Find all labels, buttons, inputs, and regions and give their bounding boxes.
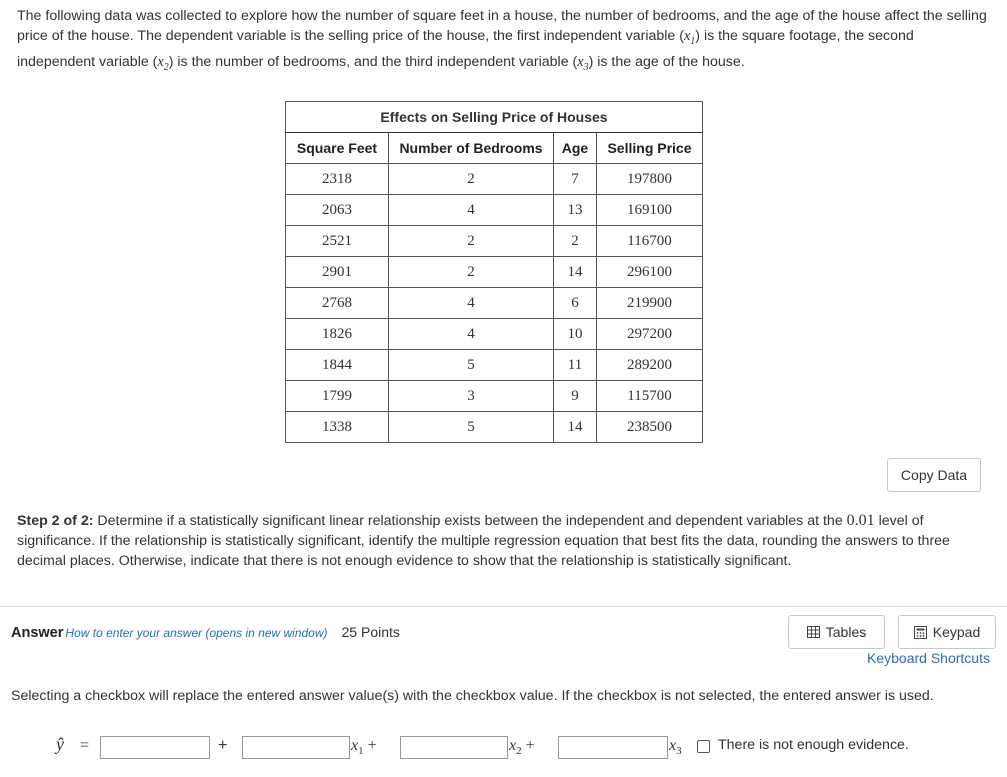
- table-cell: 13: [554, 195, 597, 226]
- intro-text-3: ) is the number of bedrooms, and the third independent variable (: [168, 53, 578, 70]
- table-row: [286, 412, 703, 443]
- x2-coefficient-input[interactable]: [400, 736, 508, 759]
- x3-term: $x_3$: [669, 737, 682, 758]
- y-hat-symbol: ŷ: [56, 734, 64, 754]
- table-cell: 289200: [597, 350, 703, 381]
- table-cell: 296100: [597, 257, 703, 288]
- intro-text-4: ) is the age of the house.: [588, 53, 745, 70]
- x3-symbol: $x_3$: [577, 53, 589, 73]
- table-cell: 1826: [286, 319, 389, 350]
- table-row: [286, 226, 703, 257]
- table-cell: 9: [554, 381, 597, 412]
- not-enough-evidence-label[interactable]: There is not enough evidence.: [718, 737, 909, 753]
- table-caption: Effects on Selling Price of Houses: [286, 102, 703, 133]
- table-cell: 169100: [597, 195, 703, 226]
- table-cell: 6: [554, 288, 597, 319]
- data-table: [285, 101, 703, 443]
- table-cell: 14: [554, 412, 597, 443]
- table-cell: 5: [389, 350, 554, 381]
- table-row: [286, 164, 703, 195]
- table-cell: 197800: [597, 164, 703, 195]
- step-text-1: Determine if a statistically significant linear relationship exists between the independent and dependent variables at the: [93, 513, 847, 529]
- not-enough-evidence-checkbox[interactable]: [697, 740, 710, 753]
- table-cell: 3: [389, 381, 554, 412]
- points-label: 25 Points: [341, 624, 400, 640]
- intercept-input[interactable]: [100, 736, 210, 759]
- plus-sign: +: [218, 737, 228, 754]
- tables-label: Tables: [825, 624, 867, 640]
- problem-intro: [17, 6, 992, 78]
- table-cell: 116700: [597, 226, 703, 257]
- table-cell: 2063: [286, 195, 389, 226]
- copy-data-button[interactable]: Copy Data: [887, 458, 981, 492]
- keypad-button[interactable]: [898, 615, 996, 649]
- table-cell: 5: [389, 412, 554, 443]
- table-row: [286, 257, 703, 288]
- col-header-selling-price: Selling Price: [597, 133, 703, 164]
- table-cell: 297200: [597, 319, 703, 350]
- table-row: [286, 195, 703, 226]
- col-header-bedrooms: Number of Bedrooms: [389, 133, 554, 164]
- table-cell: 238500: [597, 412, 703, 443]
- keyboard-shortcuts-link[interactable]: Keyboard Shortcuts: [867, 650, 990, 666]
- x3-coefficient-input[interactable]: [558, 736, 668, 759]
- answer-header: [11, 624, 400, 641]
- table-cell: 4: [389, 319, 554, 350]
- x1-term: $x_1$ +: [351, 737, 377, 758]
- table-cell: 219900: [597, 288, 703, 319]
- table-cell: 10: [554, 319, 597, 350]
- keypad-label: Keypad: [932, 624, 981, 640]
- checkbox-note: Selecting a checkbox will replace the entered answer value(s) with the checkbox value. If the checkbox is not selected, the entered answer is used.: [11, 688, 934, 704]
- table-cell: 1338: [286, 412, 389, 443]
- keypad-icon: [914, 626, 927, 639]
- table-cell: 2: [554, 226, 597, 257]
- table-cell: 4: [389, 195, 554, 226]
- intro-text-1: The following data was collected to explore how the number of square feet in a house, the number of bedrooms, and the age of the house affect the selling price of the house. The dependent variable is the selling price of the house, the first independent variable (: [17, 8, 987, 44]
- table-cell: 14: [554, 257, 597, 288]
- step-label: Step 2 of 2:: [17, 513, 94, 529]
- regression-equation: [56, 736, 986, 761]
- table-cell: 1844: [286, 350, 389, 381]
- table-cell: 4: [389, 288, 554, 319]
- significance-level: 0.01: [846, 512, 875, 529]
- how-to-answer-link[interactable]: How to enter your answer (opens in new window): [65, 626, 328, 640]
- table-cell: 2: [389, 164, 554, 195]
- table-cell: 2901: [286, 257, 389, 288]
- answer-label: Answer: [11, 625, 64, 641]
- table-cell: 2521: [286, 226, 389, 257]
- table-cell: 11: [554, 350, 597, 381]
- table-row: [286, 319, 703, 350]
- step-instructions: [17, 511, 992, 571]
- section-divider: [0, 606, 1007, 607]
- equals-sign: =: [80, 737, 90, 754]
- x2-symbol: $x_2$: [157, 53, 169, 73]
- table-row: [286, 350, 703, 381]
- table-cell: 1799: [286, 381, 389, 412]
- table-cell: 2768: [286, 288, 389, 319]
- tables-button[interactable]: [788, 615, 885, 649]
- col-header-square-feet: Square Feet: [286, 133, 389, 164]
- step-text-2: level of significance. If the relationship is statistically significant, identify the multiple regression equation that best fits the data, rounding the answers to three decimal places. Otherwise, indicate that there is not enough evidence to show that the relationship is statistically significant.: [17, 513, 950, 569]
- x1-coefficient-input[interactable]: [242, 736, 350, 759]
- table-cell: 115700: [597, 381, 703, 412]
- table-cell: 7: [554, 164, 597, 195]
- table-cell: 2: [389, 257, 554, 288]
- intro-text-2: ) is the square footage, the second independent variable (: [17, 28, 914, 70]
- table-cell: 2: [389, 226, 554, 257]
- table-cell: 2318: [286, 164, 389, 195]
- col-header-age: Age: [554, 133, 597, 164]
- table-icon: [807, 626, 820, 638]
- x2-term: $x_2$ +: [509, 737, 535, 758]
- x1-symbol: $x_1$: [683, 28, 696, 47]
- table-row: [286, 288, 703, 319]
- table-row: [286, 381, 703, 412]
